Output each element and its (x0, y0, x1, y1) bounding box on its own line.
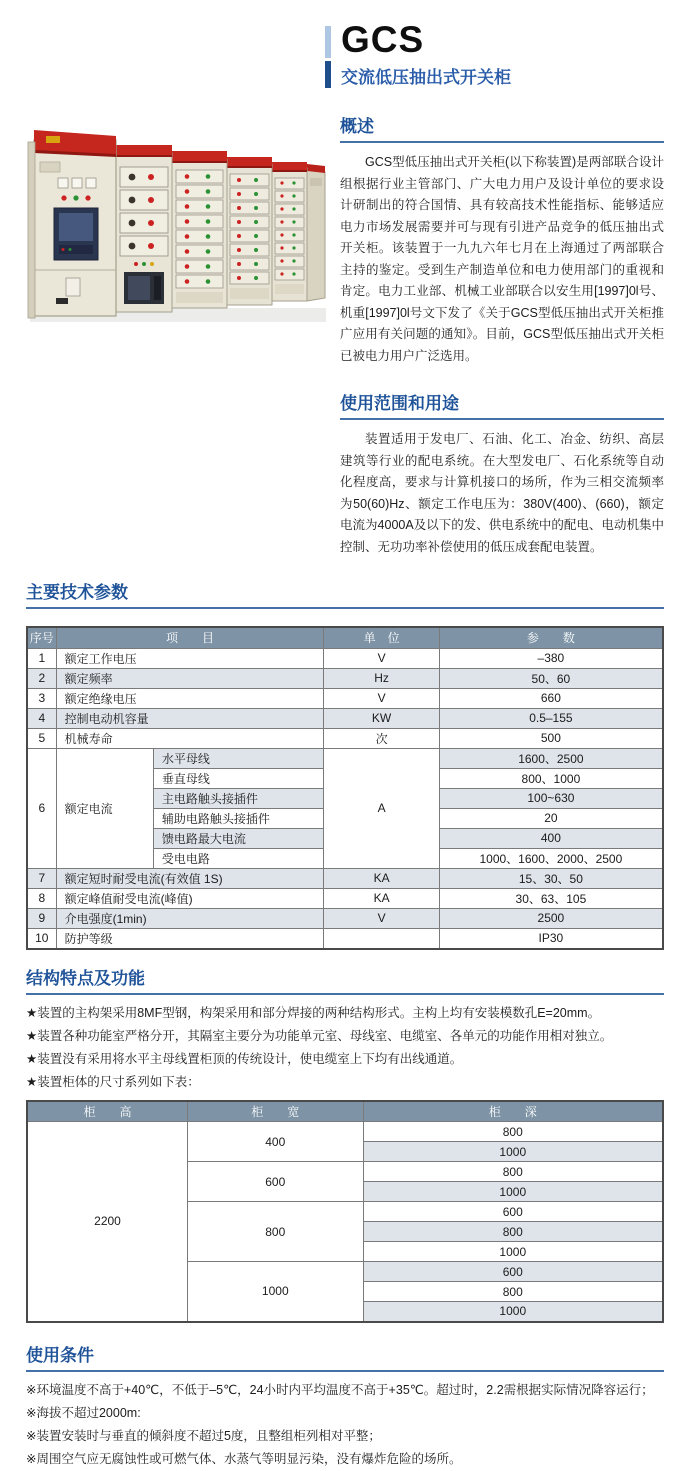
feature-item: ★装置的主构架采用8MF型钢，构架采用和部分焊接的两种结构形式。主构上均有安装模数孔E=20mm。 (26, 1005, 601, 1020)
section-tech-params (26, 578, 664, 950)
scope-paragraph: 装置适用于发电厂、石油、化工、冶金、纺织、高层建筑等行业的配电系统。在大型发电厂、石化系统等自动化程度高，要求与计算机接口的场所，作为三相交流频率为50(60)Hz、额定工作电压为：380V(400)、(660)，额定电流为4000A及以下的发、供电系统中的配电、电动机集中控制、无功功率补偿使用的低压成套配电装置。 (340, 432, 664, 554)
col-header-unit: 单 位 (324, 627, 439, 648)
section-title-tech-params: 主要技术参数 (26, 578, 664, 609)
col-header-cabinet-depth: 柜 深 (363, 1101, 663, 1122)
page-subtitle: 交流低压抽出式开关柜 (341, 68, 511, 87)
table-row: 2 额定频率 Hz 50、60 (27, 668, 663, 688)
condition-item: ※周围空气应无腐蚀性或可燃气体、水蒸气等明显污染，没有爆炸危险的场所。 (26, 1451, 462, 1466)
section-conditions (26, 1341, 664, 1471)
table-row: 800 (27, 1222, 663, 1242)
condition-list (26, 1379, 664, 1471)
col-header-item: 项 目 (56, 627, 324, 648)
table-row: 800 (27, 1282, 663, 1302)
col-header-param: 参 数 (439, 627, 663, 648)
section-features (26, 964, 664, 1323)
brand-accent-bars (325, 20, 331, 88)
condition-item: ※海拔不超过2000m: (26, 1405, 141, 1420)
table-row: 1000 600 (27, 1262, 663, 1282)
table-row: 2200 400 800 (27, 1122, 663, 1142)
feature-item: ★装置柜体的尺寸系列如下表： (26, 1074, 200, 1089)
top-row (26, 112, 664, 558)
condition-item: ※装置安装时与垂直的倾斜度不超过5度，且整组柜列相对平整； (26, 1428, 381, 1443)
table-row: 600 800 (27, 1162, 663, 1182)
table-row: 主电路触头接插件 100~630 (27, 788, 663, 808)
table-row: 1000 (27, 1182, 663, 1202)
table-row: 3 额定绝缘电压 V 660 (27, 688, 663, 708)
table-row: 10 防护等级 IP30 (27, 928, 663, 949)
table-row: 1000 (27, 1302, 663, 1322)
section-title-conditions: 使用条件 (26, 1341, 664, 1372)
accent-bar-dark (325, 61, 331, 88)
table-row: 9 介电强度(1min) V 2500 (27, 908, 663, 928)
feature-list (26, 1002, 664, 1094)
tech-params-table (26, 626, 664, 950)
condition-item: ※环境温度不高于+40℃，不低于–5℃，24小时内平均温度不高于+35℃。超过时，2.2需根据实际情况降容运行； (26, 1382, 654, 1397)
table-row: 1 额定工作电压 V –380 (27, 648, 663, 668)
brand-block (341, 20, 511, 88)
tech-table-header-row (27, 627, 663, 648)
section-title-overview: 概述 (340, 112, 664, 143)
accent-bar-light (325, 26, 331, 58)
table-row: 垂直母线 800、1000 (27, 768, 663, 788)
table-row: 1000 (27, 1242, 663, 1262)
feature-item: ★装置没有采用将水平主母线置柜顶的传统设计，使电缆室上下均有出线通道。 (26, 1051, 463, 1066)
table-row: 辅助电路触头接插件 20 (27, 808, 663, 828)
page-header (325, 20, 664, 88)
col-header-no: 序号 (27, 627, 56, 648)
table-row: 7 额定短时耐受电流(有效值 1S) KA 15、30、50 (27, 868, 663, 888)
table-row: 8 额定峰值耐受电流(峰值) KA 30、63、105 (27, 888, 663, 908)
switchgear-cabinet-illustration (26, 112, 329, 326)
table-row: 1000 (27, 1142, 663, 1162)
col-header-cabinet-height: 柜 高 (27, 1101, 188, 1122)
table-row: 馈电路最大电流 400 (27, 828, 663, 848)
table-row: 800 600 (27, 1202, 663, 1222)
intro-column (340, 112, 664, 558)
table-row: 5 机械寿命 次 500 (27, 728, 663, 748)
page-title: GCS (341, 19, 425, 60)
table-row: 受电电路 1000、1600、2000、2500 (27, 848, 663, 868)
product-photo (26, 112, 329, 558)
col-header-cabinet-width: 柜 宽 (188, 1101, 364, 1122)
table-row: 6 额定电流 水平母线 A 1600、2500 (27, 748, 663, 768)
overview-paragraph: GCS型低压抽出式开关柜(以下称装置)是两部联合设计组根据行业主管部门、广大电力用户及设计单位的要求设计研制出的符合国情、具有较高技术性能指标、能够适应电力市场发展需要并可与现有引进产品竞争的低压抽出式开关柜。该装置于一九九六年七月在上海通过了两部联合主持的鉴定。受到生产制造单位和电力使用部门的重视和肯定。电力工业部、机械工业部联合以安生用[1997]0l号、机重[1997]0l号文下发了《关于GCS型低压抽出式开关柜推广应用有关问题的通知》。目前，GCS型低压抽出式开关柜已被电力用户广泛选用。 (340, 155, 664, 363)
feature-item: ★装置各种功能室严格分开，其隔室主要分为功能单元室、母线室、电缆室、各单元的功能作用相对独立。 (26, 1028, 613, 1043)
section-title-features: 结构特点及功能 (26, 964, 664, 995)
section-title-scope: 使用范围和用途 (340, 389, 664, 420)
cabinet-height-value: 2200 (27, 1122, 188, 1322)
table-row: 4 控制电动机容量 KW 0.5–155 (27, 708, 663, 728)
dim-table-header-row (27, 1101, 663, 1122)
dimension-table (26, 1100, 664, 1323)
